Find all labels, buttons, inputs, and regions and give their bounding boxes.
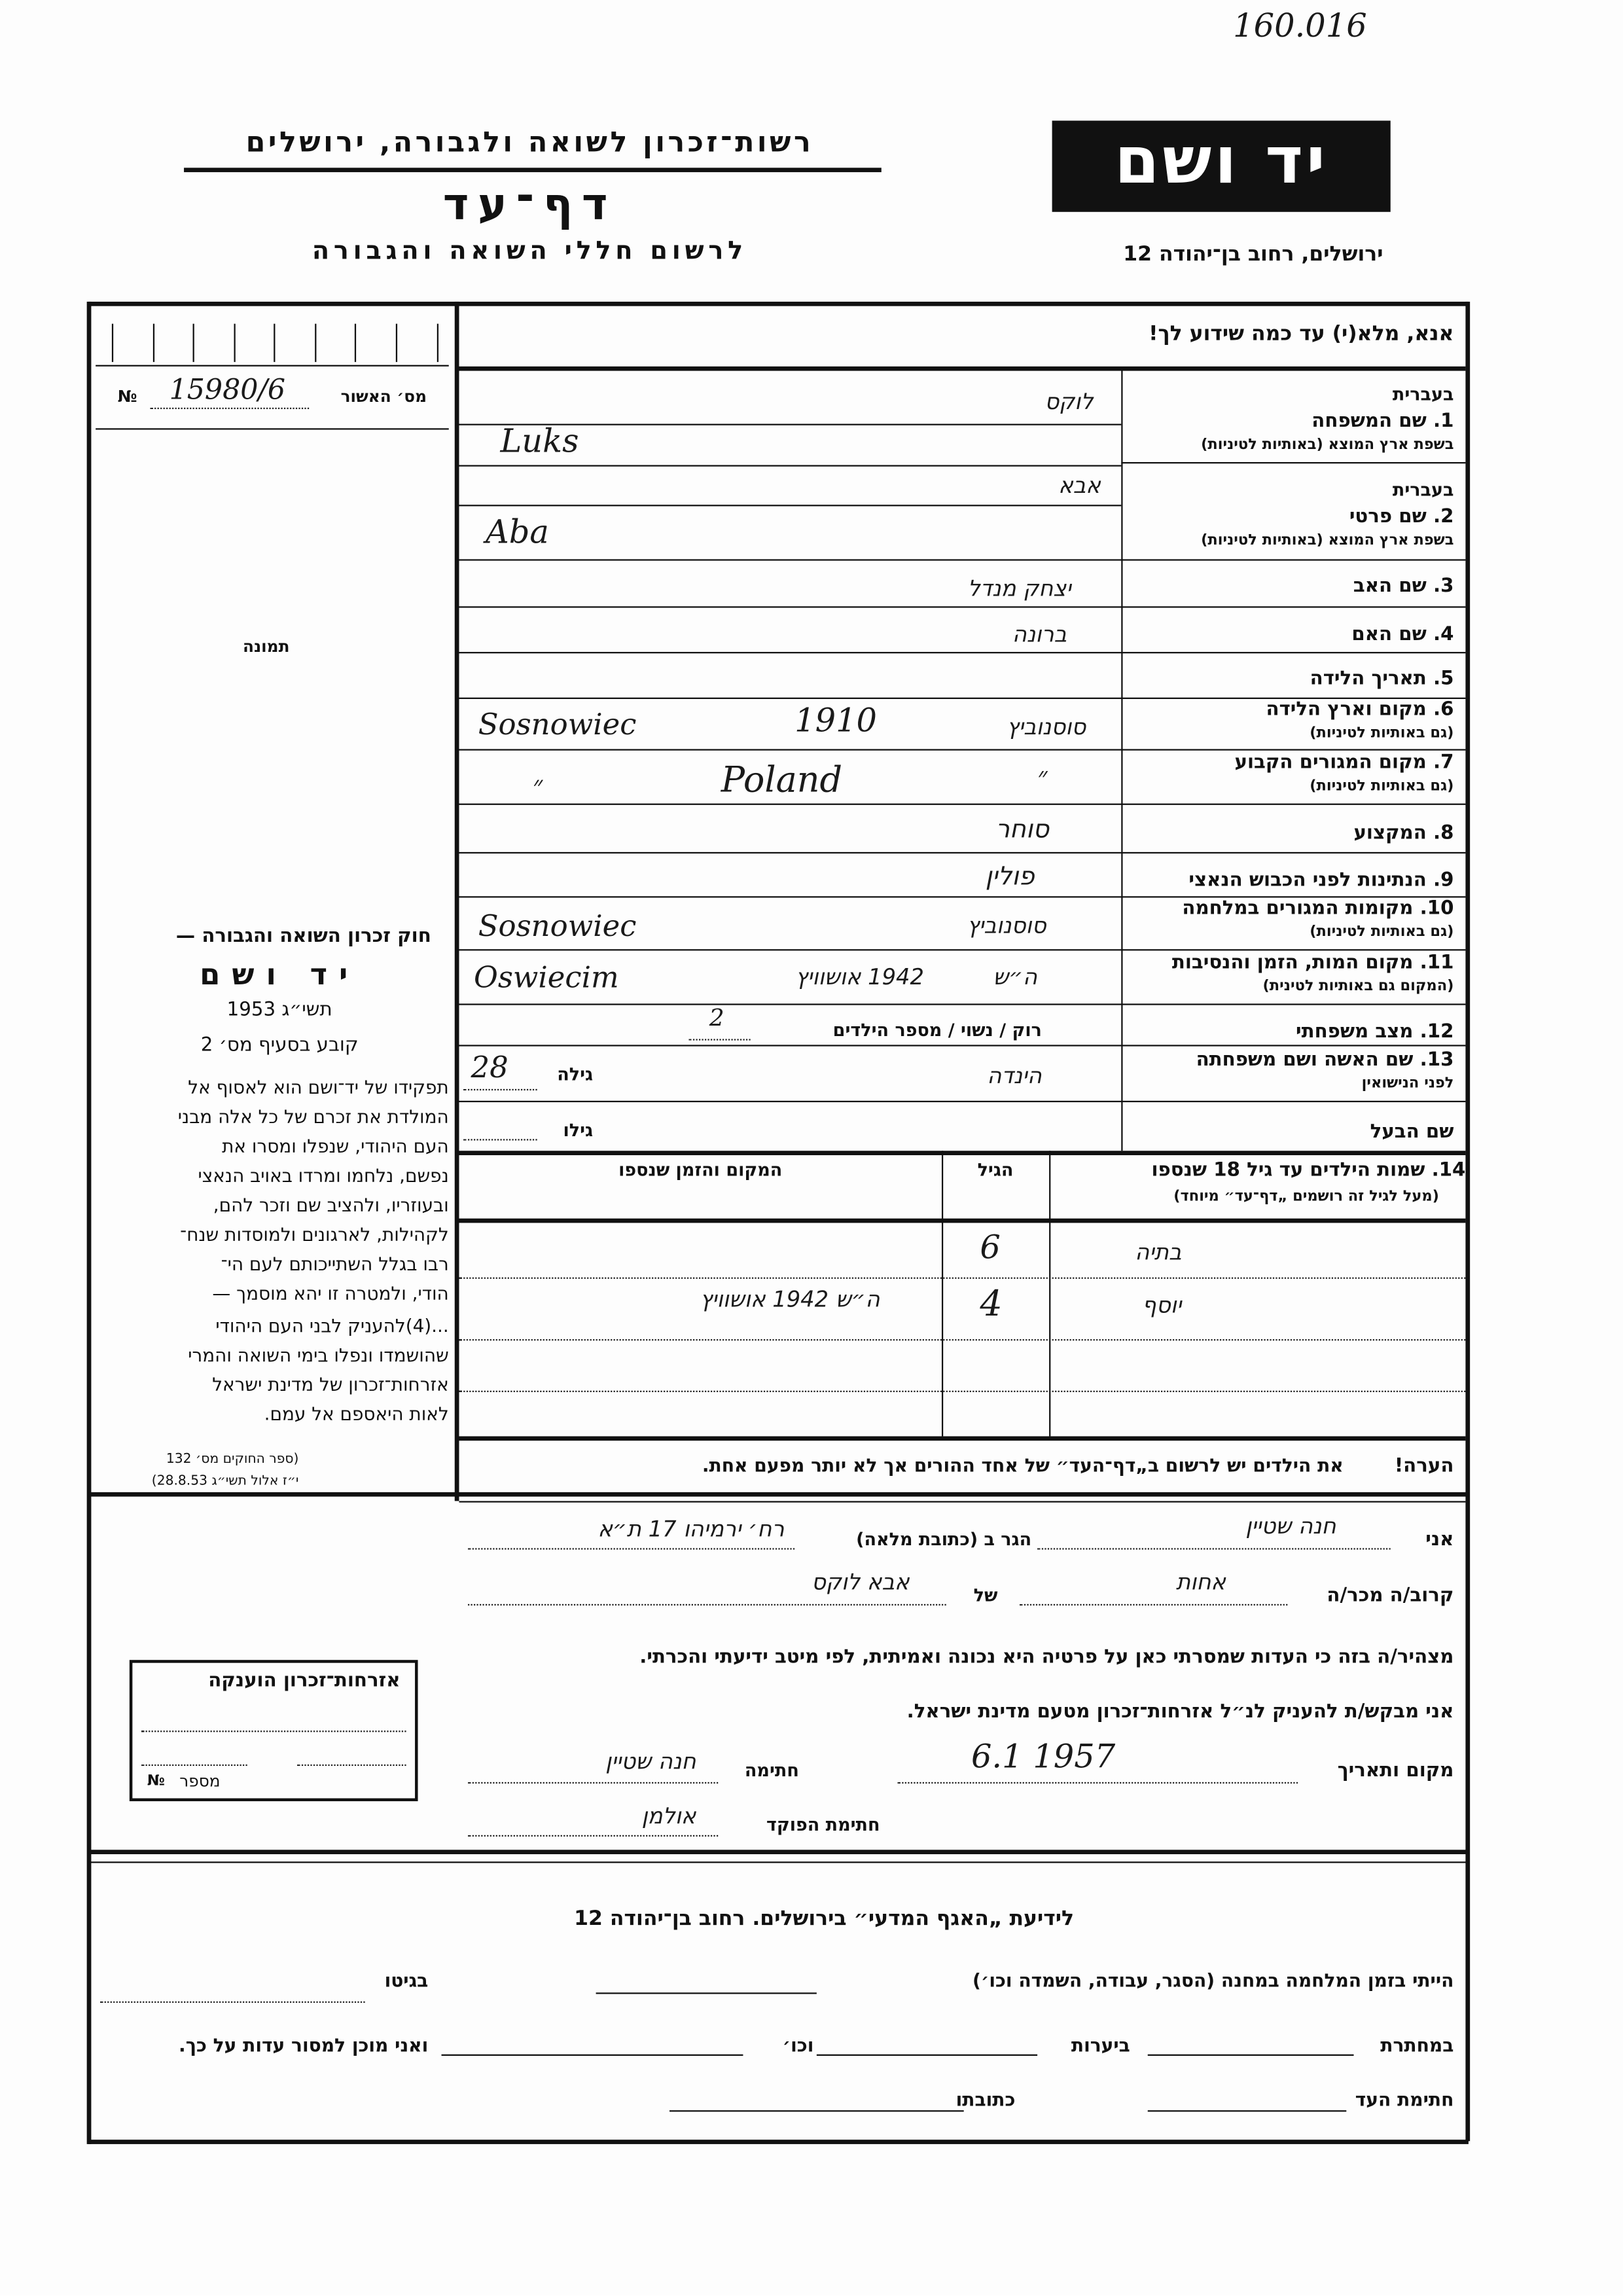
approval-number-value: 15980/6 [169, 374, 286, 406]
residence-sublabel: (גם באותיות לטיניות) [1310, 778, 1454, 795]
law-text-line: רבו בגלל השתייכותם לעם הי־ [221, 1252, 449, 1275]
bottom-double-rule [88, 1861, 1469, 1863]
profession-value[interactable]: סוחר [995, 815, 1050, 845]
signature-field[interactable] [468, 1782, 718, 1784]
residence-label: 7. מקום המגורים הקבוע [1234, 751, 1454, 774]
camp-field[interactable] [596, 1992, 817, 1994]
children-header-rule [459, 1219, 1466, 1223]
row-rule [459, 652, 1466, 653]
label-column-divider [1121, 368, 1122, 1151]
first-name-sublabel: בשפת ארץ המוצא (באותיות לטיניות) [1201, 532, 1454, 549]
row-rule [459, 1101, 1466, 1102]
frame-left [87, 302, 92, 2144]
citizenship-number-sign: № [147, 1773, 165, 1790]
death-date-place[interactable]: 1942 אושוויץ [795, 963, 924, 991]
relative-label: קרוב/ה מכר/ה [1327, 1585, 1454, 1607]
row-rule [459, 1003, 1466, 1005]
of-value[interactable]: אבא לוקס [812, 1568, 910, 1596]
of-label: של [973, 1585, 998, 1606]
address-field[interactable] [468, 1548, 794, 1549]
witness-address-field[interactable] [669, 2110, 964, 2111]
form-subtitle: לרשום חללי השואה והגבורה [312, 236, 747, 266]
law-text-line: העם היהודי, שנפלו ומסרו את [222, 1134, 449, 1157]
place-date-label: מקום ותאריך [1337, 1760, 1454, 1782]
row-rule [459, 949, 1466, 950]
declaration-statement: מצהיר/ה בזה כי העדות שמסרתי כאן על פרטיה היא נכונה ואמיתית, לפי מיטב ידיעתי והכרתי. [639, 1646, 1454, 1669]
children-row-rule [459, 1391, 1466, 1392]
family-name-hebrew[interactable]: לוקס [1044, 388, 1094, 416]
child-age[interactable]: 6 [980, 1230, 1001, 1267]
death-place-label: 11. מקום המות, הזמן והנסיבות [1171, 952, 1454, 975]
law-text-line: שהושמדו ונפלו בימי השואה והמרי [188, 1343, 449, 1366]
birth-place-hebrew[interactable]: סוסנוביץ [1007, 713, 1086, 740]
age-header: הגיל [977, 1159, 1014, 1181]
law-text-line: הודי, ולמטרה זו יהא מוסמך — [212, 1282, 449, 1304]
row-rule [459, 804, 1466, 805]
children-label: 14. שמות הילדים עד גיל 18 שנספו [1151, 1159, 1466, 1182]
birth-place-latin[interactable]: Sosnowiec [478, 706, 637, 742]
place-date-field[interactable] [898, 1782, 1298, 1784]
family-name-label: 1. שם המשפחה [1311, 410, 1454, 433]
wife-age-label: גילה [557, 1064, 594, 1085]
row-rule [459, 698, 1466, 699]
left-column-divider [455, 302, 459, 1501]
death-place-sublabel: (המקום גם באותיות לטינית) [1262, 978, 1454, 995]
of-field[interactable] [468, 1604, 946, 1605]
wartime-residence-latin[interactable]: Sosnowiec [478, 908, 637, 944]
etc-field[interactable] [442, 2054, 743, 2056]
camp-label: הייתי בזמן המלחמה במחנה (הסגר, עבודה, השמדה וכו׳) [972, 1969, 1454, 1992]
signature-value[interactable]: חנה שטיין [605, 1748, 696, 1775]
tick-mark [193, 324, 194, 362]
first-name-latin[interactable]: Aba [485, 514, 549, 552]
death-place-latin[interactable]: Oswiecim [473, 959, 619, 995]
father-name-label: 3. שם האב [1353, 575, 1454, 598]
testimony-offer: ואני מוכן למסור עדות על כך. [179, 2034, 429, 2056]
official-signature-field[interactable] [468, 1835, 718, 1837]
note-text: את הילדים יש לרשום ב„דף־העד״ של אחד ההורים אך לא יותר מפעם אחת. [702, 1454, 1344, 1477]
address-value[interactable]: רח׳ ירמיהו 17 ת״א [597, 1515, 785, 1543]
forests-field[interactable] [817, 2054, 1037, 2056]
law-reference: (ספר החוקים מס׳ 132 [166, 1452, 299, 1467]
mother-name-label: 4. שם האם [1351, 624, 1454, 647]
authority-name: רשות־זכרון לשואה ולגבורה, ירושלים [245, 126, 814, 159]
witness-name-value[interactable]: חנה שטיין [1245, 1513, 1336, 1539]
family-name-sublabel: בשפת ארץ המוצא (באותיות לטיניות) [1201, 437, 1454, 454]
children-count-value[interactable]: 2 [709, 1003, 724, 1032]
note-rule [88, 1492, 1469, 1497]
law-clause: קובע בסעיף מס׳ 2 [200, 1034, 359, 1057]
child-age[interactable]: 4 [980, 1283, 1003, 1325]
logo-text: יד ושם [1114, 123, 1329, 199]
tick-mark [437, 324, 438, 362]
underground-label: במחתרת [1380, 2034, 1454, 2056]
ghetto-label: בגיטו [384, 1969, 429, 1992]
instruction: אנא, מלא(י) עד כמה שידוע לך! [1149, 322, 1454, 346]
tick-box-rule [96, 365, 449, 367]
nationality-label: 9. הנתינות לפני הכבוש הנאצי [1188, 869, 1454, 892]
wife-name-label: 13. שם האשה ושם משפחתה [1196, 1049, 1454, 1071]
law-name: יד ושם [200, 956, 360, 992]
wife-name-value[interactable]: הינדה [987, 1062, 1042, 1089]
row-rule [459, 559, 1466, 560]
citizenship-field[interactable] [141, 1731, 406, 1732]
yad-vashem-logo [1052, 120, 1391, 211]
row-rule [1121, 462, 1465, 463]
children-row-rule [459, 1278, 1466, 1279]
birth-date-label: 5. תאריך הלידה [1310, 668, 1454, 691]
wartime-residence-hebrew[interactable]: סוסנוביץ [967, 912, 1046, 939]
instruction-rule [459, 367, 1466, 371]
citizenship-box [130, 1660, 418, 1801]
children-divider [1049, 1151, 1050, 1436]
citizenship-request: אני מבקש/ת להעניק לנ״ל אזרחות־זכרון מטעם מדינת ישראל. [906, 1701, 1454, 1723]
relation-field[interactable] [1020, 1604, 1287, 1605]
wife-name-sublabel: לפני הנישואין [1361, 1075, 1454, 1092]
photo-label: תמונה [242, 637, 290, 656]
nationality-value[interactable]: פולין [985, 862, 1035, 892]
row-rule [459, 896, 1466, 897]
marital-status-label: 12. מצב משפחתי [1295, 1021, 1454, 1044]
header-rule [184, 168, 882, 172]
residence-country[interactable]: Poland [721, 759, 843, 801]
law-title: חוק זכרון השואה והגבורה — [175, 925, 431, 948]
official-signature-value[interactable]: אולמן [641, 1803, 696, 1829]
place-header: המקום והזמן שנספו [618, 1159, 783, 1181]
tick-mark [396, 324, 397, 362]
citizenship-title: אזרחות־זכרון הוענקה [208, 1670, 401, 1693]
number-sign: № [117, 387, 137, 406]
citizenship-number-label: מספר [179, 1772, 221, 1791]
child-name[interactable]: בתיה [1135, 1239, 1182, 1266]
law-text-line: ...(4)להעניק לבני העם היהודי [215, 1314, 449, 1336]
note-rule-inner [459, 1501, 1466, 1502]
row-rule [459, 465, 1122, 466]
law-text-line: תפקידו של יד־ושם הוא לאסוף אל [188, 1075, 449, 1098]
row-rule [459, 749, 1466, 750]
children-count-field [688, 1039, 750, 1040]
frame-bottom [88, 2140, 1469, 2144]
etc-label: וכו׳ [782, 2034, 814, 2056]
children-sublabel: (מעל לגיל זה רושמים „דף־עד״ מיוחד) [1173, 1189, 1439, 1206]
residence-ditto[interactable]: ״ [1037, 762, 1048, 793]
citizenship-field[interactable] [297, 1765, 406, 1766]
wife-age-field [463, 1089, 537, 1090]
law-year: תשי״ג 1953 [226, 999, 332, 1022]
marital-options: רוק / נשוי / מספר הילדים [832, 1020, 1042, 1041]
citizenship-number-field[interactable] [141, 1765, 247, 1766]
i-label: אני [1425, 1529, 1454, 1551]
approval-number-field [150, 408, 309, 409]
header-address: ירושלים, רחוב בן־יהודה 12 [1123, 242, 1383, 266]
wife-age-value[interactable]: 28 [471, 1049, 508, 1085]
law-text-line: ובעוזריו, ולהציב שם וזכר להם, [213, 1193, 449, 1216]
mother-name-value[interactable]: ברונה [1012, 620, 1067, 648]
witness-signature-label: חתימת העד [1355, 2088, 1454, 2111]
children-divider [942, 1151, 943, 1436]
law-text-line: נפשם, נלחמו ומרדו באויב הנאצי [198, 1164, 449, 1187]
note-label: הערה! [1394, 1455, 1454, 1478]
tick-mark [153, 324, 154, 362]
wartime-residence-sublabel: (גם באותיות לטיניות) [1310, 924, 1454, 941]
children-bottom-rule [459, 1436, 1466, 1441]
children-row-rule [459, 1339, 1466, 1340]
child-death-place[interactable]: ה״ש 1942 אושוויץ [700, 1286, 880, 1313]
first-name-label: 2. שם פרטי [1349, 506, 1454, 529]
witness-signature-field[interactable] [1148, 2110, 1347, 2111]
tick-mark [112, 324, 113, 362]
birth-year[interactable]: 1910 [794, 703, 878, 740]
first-name-hebrew[interactable]: אבא [1058, 472, 1101, 499]
witness-name-field[interactable] [1037, 1548, 1391, 1549]
forests-label: ביערות [1071, 2034, 1130, 2056]
place-date-value[interactable]: 6.1 1957 [971, 1739, 1116, 1776]
frame-right [1465, 302, 1470, 2142]
witness-address-label: כתובתו [955, 2088, 1016, 2111]
address-label: הגר ב (כתובת מלאה) [856, 1529, 1032, 1550]
tick-mark [234, 324, 235, 362]
tick-mark [315, 324, 316, 362]
father-name-value[interactable]: יצחק מנדל [967, 575, 1071, 602]
wartime-residence-label: 10. מקומות המגורים במלחמה [1182, 897, 1454, 920]
law-text-line: לאות היאספם אל עמם. [264, 1402, 449, 1425]
row-rule [459, 852, 1466, 853]
row-rule [459, 1151, 1466, 1155]
husband-age-label: גילו [563, 1120, 594, 1141]
ghetto-field[interactable] [100, 2001, 365, 2003]
tick-mark [355, 324, 356, 362]
underground-field[interactable] [1148, 2054, 1354, 2056]
birth-place-sublabel: (גם באותיות לטיניות) [1310, 725, 1454, 742]
child-name[interactable]: יוסף [1142, 1292, 1182, 1319]
bottom-heading: לידיעת „האגף המדעי״ בירושלים. רחוב בן־יהודה 12 [574, 1907, 1075, 1931]
official-signature-label: חתימת הפוקד [766, 1814, 880, 1835]
tick-mark [274, 324, 275, 362]
death-circumstances[interactable]: ה״ש [993, 963, 1038, 991]
law-text-line: לקהילות, לארגונים ולמוסדות שנח־ [180, 1223, 449, 1246]
row-rule [459, 1045, 1466, 1046]
husband-age-field [463, 1139, 537, 1140]
form-title: דף־עד [442, 179, 617, 231]
frame-top [88, 302, 1469, 306]
in-hebrew-label: בעברית [1392, 384, 1454, 405]
profession-label: 8. המקצוע [1353, 822, 1454, 845]
bottom-double-rule [88, 1850, 1469, 1854]
row-rule [459, 606, 1466, 607]
approval-rule [96, 428, 449, 429]
law-text-line: המולדת את זכרם של כל אלה מבני [177, 1105, 449, 1128]
husband-name-label: שם הבעל [1370, 1121, 1454, 1144]
relation-value[interactable]: אחות [1175, 1568, 1226, 1596]
family-name-latin[interactable]: Luks [500, 423, 579, 461]
law-text-line: אזרחות־זכרון של מדינת ישראל [212, 1372, 449, 1395]
in-hebrew-label: בעברית [1392, 479, 1454, 501]
archive-number: 160.016 [1233, 9, 1367, 46]
birth-place-label: 6. מקום וארץ הלידה [1266, 698, 1454, 721]
signature-label: חתימה [744, 1760, 799, 1781]
law-reference-date: י״ז אלול תשי״ג 28.8.53) [151, 1474, 299, 1490]
approval-number-label: מס׳ האשור [340, 387, 427, 406]
residence-ditto[interactable]: ״ [532, 771, 543, 802]
row-rule [459, 505, 1122, 506]
